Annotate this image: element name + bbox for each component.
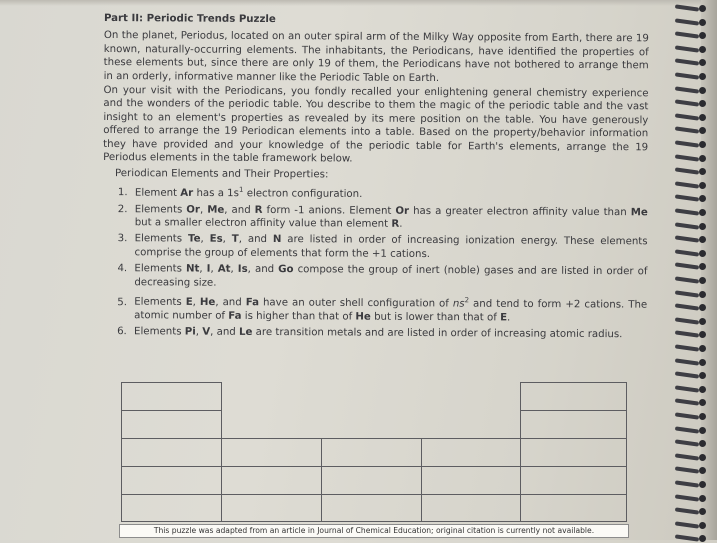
spiral-binding [673, 0, 717, 540]
table-cell[interactable] [520, 466, 627, 495]
spiral-coil [673, 344, 703, 353]
property-item-6: 6. Elements Pi, V, and Le are transition metals and are listed in order of increasing atomic radius. [130, 325, 647, 342]
property-item-5: 5. Elements E, He, and Fa have an outer shell configuration of $ns^2$ and tend to form +2 cations. The atomic number of Fa is higher than that of He but is lower than that of E. [130, 292, 647, 325]
spiral-coil [673, 154, 703, 163]
spiral-coil [673, 494, 703, 503]
spiral-coil [673, 208, 703, 217]
table-cell[interactable] [321, 494, 422, 522]
worksheet-content [102, 12, 649, 345]
spiral-coil [673, 439, 703, 448]
table-cell[interactable] [520, 410, 627, 439]
spiral-coil [673, 303, 703, 312]
spiral-coil [673, 262, 703, 271]
spiral-coil [673, 18, 703, 27]
table-cell[interactable] [520, 438, 627, 467]
table-cell[interactable] [421, 466, 521, 495]
spiral-coil [673, 521, 703, 530]
page-top-shadow [0, 0, 717, 6]
spiral-coil [673, 31, 703, 40]
spiral-coil [673, 86, 703, 95]
table-cell[interactable] [221, 466, 322, 495]
spiral-coil [673, 466, 703, 475]
spiral-coil [673, 194, 703, 203]
spiral-coil [673, 249, 703, 258]
spiral-coil [673, 72, 703, 81]
citation-footer: This puzzle was adapted from an article in Journal of Chemical Education; original citation is currently not available. [119, 524, 629, 538]
spiral-coil [673, 412, 703, 421]
table-cell[interactable] [121, 410, 222, 439]
section-heading: Part II: Periodic Trends Puzzle [103, 12, 276, 26]
table-cell[interactable] [321, 438, 422, 467]
spiral-coil [673, 222, 703, 231]
table-cell[interactable] [421, 494, 521, 522]
intro-paragraph-1: On the planet, Periodus, located on an outer spiral arm of the Milky Way opposite from Earth, there are 19 known, naturally-occurring elements. The inhabitants, the Periodicans, have identified the properties of these elements but, since there are only 19 of them, the Periodicans have not bothered to arrange them in an orderly, informative manner like the Periodic Table on Earth. [103, 30, 649, 84]
spiral-coil [673, 45, 703, 54]
spiral-coil [673, 58, 703, 67]
property-item-4: 4. Elements Nt, I, At, Is, and Go compose the group of inert (noble) gases and are listed in order of decreasing size. [130, 262, 647, 292]
spiral-coil [673, 426, 703, 435]
spiral-coil [673, 290, 703, 299]
spiral-coil [673, 507, 703, 516]
spiral-coil [673, 99, 703, 108]
spiral-coil [673, 140, 703, 149]
spiral-coil [673, 453, 703, 462]
spiral-coil [673, 235, 703, 244]
periodic-table-framework [121, 382, 627, 522]
properties-list-title: Periodican Elements and Their Properties: [114, 168, 329, 181]
intro-paragraph-2: On your visit with the Periodicans, you fondly recalled your enlightening general chemistry experience and the wonders of the periodic table. You describe to them the magic of the periodic table and the vast insight to an element's properties as revealed by its mere position on the table. You have generously offered to arrange the 19 Periodican elements into a table. Based on the property/behavior information they have provided and your knowledge of the periodic table for Earth's elements, arrange the 19 Periodus elements in the table framework below. [103, 85, 649, 165]
property-item-1: 1. Element Ar has a $1s^1$ electron configuration. [131, 183, 648, 203]
table-cell[interactable] [520, 382, 627, 411]
spiral-coil [673, 113, 703, 122]
spiral-coil [673, 167, 703, 176]
table-cell[interactable] [221, 438, 322, 467]
table-cell[interactable] [520, 494, 627, 522]
table-cell[interactable] [321, 466, 422, 495]
table-cell[interactable] [121, 494, 222, 522]
table-cell[interactable] [121, 438, 222, 467]
spiral-coil [673, 317, 703, 326]
property-item-3: 3. Elements Te, Es, T, and N are listed in order of increasing ionization energy. These elements comprise the group of elements that form the +1 cations. [130, 233, 647, 263]
spiral-coil [673, 330, 703, 339]
spiral-coil [673, 385, 703, 394]
spiral-coil [673, 358, 703, 367]
spiral-coil [673, 398, 703, 407]
table-cell[interactable] [121, 382, 222, 411]
spiral-coil [673, 181, 703, 190]
spiral-coil [673, 276, 703, 285]
spiral-coil [673, 534, 703, 543]
table-cell[interactable] [221, 494, 322, 522]
property-item-2: 2. Elements Or, Me, and R form -1 anions. Element Or has a greater electron affinity value than Me but a smaller electron affinity value than element R. [131, 203, 648, 233]
spiral-coil [673, 480, 703, 489]
spiral-coil [673, 126, 703, 135]
spiral-coil [673, 371, 703, 380]
properties-list [102, 183, 648, 342]
table-cell[interactable] [121, 466, 222, 495]
spiral-coil [673, 4, 703, 13]
table-cell[interactable] [421, 438, 521, 467]
